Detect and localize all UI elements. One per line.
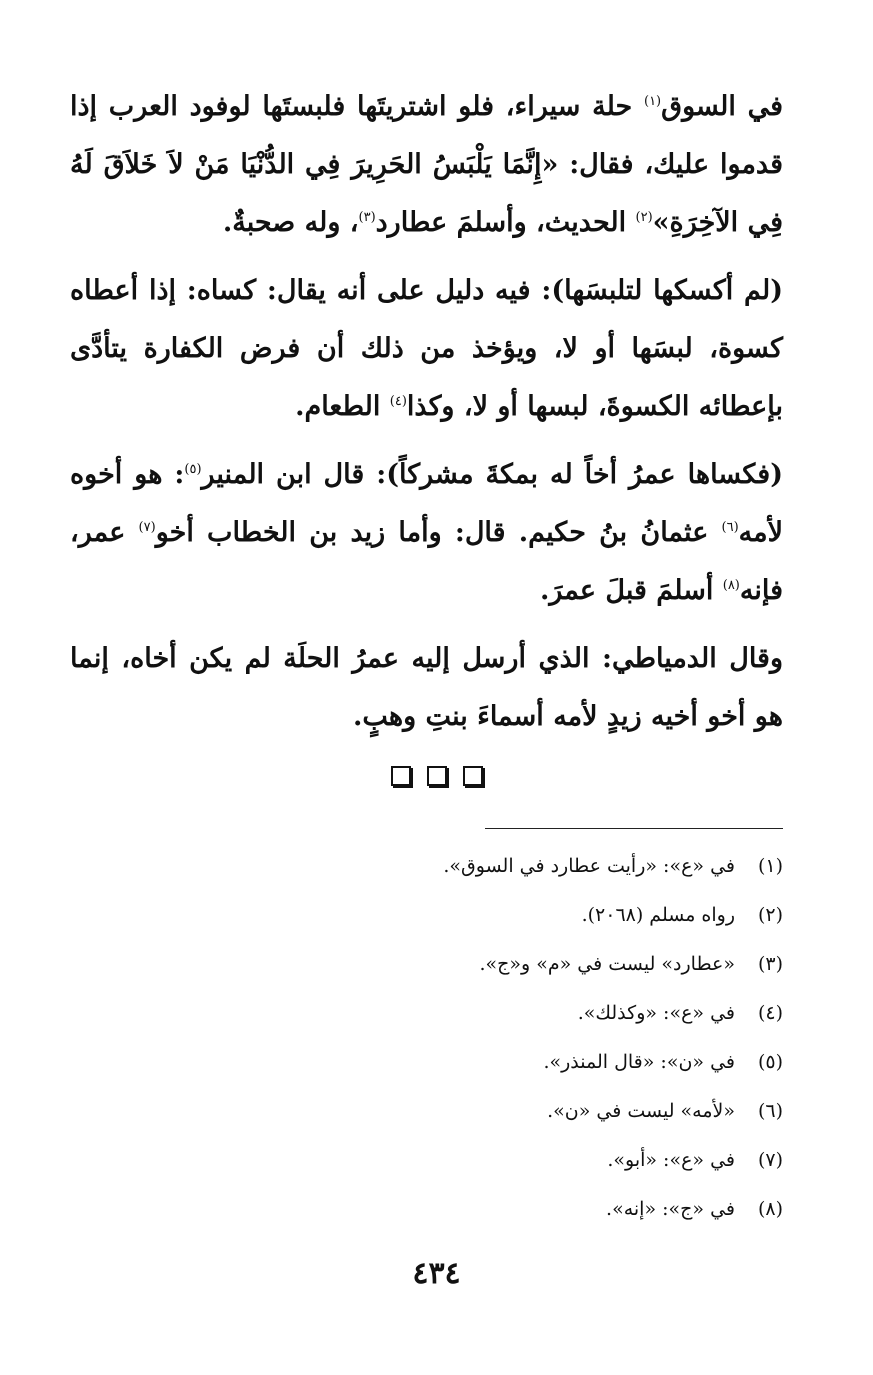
footnote-item [263, 891, 783, 940]
footnote-number: (٤) [757, 1002, 783, 1024]
footnote-item [263, 940, 783, 989]
paragraph-4 [70, 630, 783, 746]
separator-square-icon [427, 766, 447, 786]
text-span: حلة سيراء، فلو اشتريتَها فلبستَها لوفود العرب إذا قدموا عليك، فقال: «إِنَّمَا يَلْبَسُ الحَرِيرَ فِي الدُّنْيَا مَنْ لاَ خَلاَقَ لَهُ فِي الآخِرَةِ» [70, 91, 783, 238]
footnote-text: «لأمه» ليست في «ن». [547, 1100, 735, 1122]
paragraph-1 [70, 78, 783, 252]
footnote-number: (٢) [757, 904, 783, 926]
footnote-text: في «ع»: «رأيت عطارد في السوق». [443, 855, 735, 877]
footnote-ref-7[interactable]: (٧) [138, 520, 156, 535]
footnote-ref-6[interactable]: (٦) [721, 520, 739, 535]
section-separator [0, 766, 873, 790]
footnote-number: (٨) [757, 1198, 783, 1220]
footnote-ref-3[interactable]: (٣) [358, 210, 376, 225]
footnote-ref-8[interactable]: (٨) [722, 578, 740, 593]
footnote-item [263, 842, 783, 891]
footnote-text: رواه مسلم (٢٠٦٨). [581, 904, 735, 926]
footnote-text: في «ج»: «إنه». [606, 1198, 735, 1220]
footnote-item [263, 1185, 783, 1234]
text-span: الطعام. [295, 391, 390, 422]
footnote-text: في «ع»: «أبو». [607, 1149, 735, 1171]
paragraph-3 [70, 446, 783, 620]
text-span: عثمانُ بنُ حكيم. قال: وأما زيد بن الخطاب أخو [155, 517, 722, 548]
text-span: (فكساها عمرُ أخاً له بمكةَ مشركاً): قال ابن المنير [201, 459, 783, 490]
main-text [70, 78, 783, 756]
text-span: عمر، فإنه [70, 517, 783, 606]
separator-square-icon [391, 766, 411, 786]
footnotes-list [263, 842, 783, 1234]
footnote-number: (١) [757, 855, 783, 877]
footnote-divider [485, 828, 783, 829]
footnote-ref-1[interactable]: (١) [643, 94, 662, 109]
footnote-text: «عطارد» ليست في «م» و«ج». [479, 953, 735, 975]
footnote-number: (٥) [757, 1051, 783, 1073]
footnote-ref-5[interactable]: (٥) [184, 462, 202, 477]
text-span: أسلمَ قبلَ عمرَ. [539, 575, 723, 606]
footnote-number: (٣) [757, 953, 783, 975]
text-span: (لم أكسكها لتلبسَها): فيه دليل على أنه يقال: كساه: إذا أعطاه كسوة، لبسَها أو لا، ويؤخذ من ذلك أن فرض الكفارة يتأدَّى بإعطائه الكسوةَ، لبسها أو لا، وكذا [70, 275, 783, 422]
text-span: وقال الدمياطي: الذي أرسل إليه عمرُ الحلَة لم يكن أخاه، إنما هو أخو أخيه زيدٍ لأمه أسماءَ بنتِ وهبٍ. [70, 643, 783, 732]
text-span: ، وله صحبةٌ. [222, 207, 359, 238]
text-span: في السوق [661, 91, 783, 122]
footnote-number: (٦) [757, 1100, 783, 1122]
separator-square-icon [463, 766, 483, 786]
footnote-ref-4[interactable]: (٤) [389, 394, 407, 409]
footnote-item [263, 1136, 783, 1185]
footnote-item [263, 1087, 783, 1136]
text-span: : هو أخوه لأمه [70, 459, 783, 548]
text-span: الحديث، وأسلمَ عطارد [375, 207, 636, 238]
footnote-item [263, 989, 783, 1038]
footnote-text: في «ع»: «وكذلك». [577, 1002, 735, 1024]
footnote-text: في «ن»: «قال المنذر». [543, 1051, 735, 1073]
footnote-number: (٧) [757, 1149, 783, 1171]
page-number: ٤٣٤ [412, 1256, 461, 1291]
footnote-ref-2[interactable]: (٢) [635, 210, 653, 225]
paragraph-2 [70, 262, 783, 436]
footnote-item [263, 1038, 783, 1087]
